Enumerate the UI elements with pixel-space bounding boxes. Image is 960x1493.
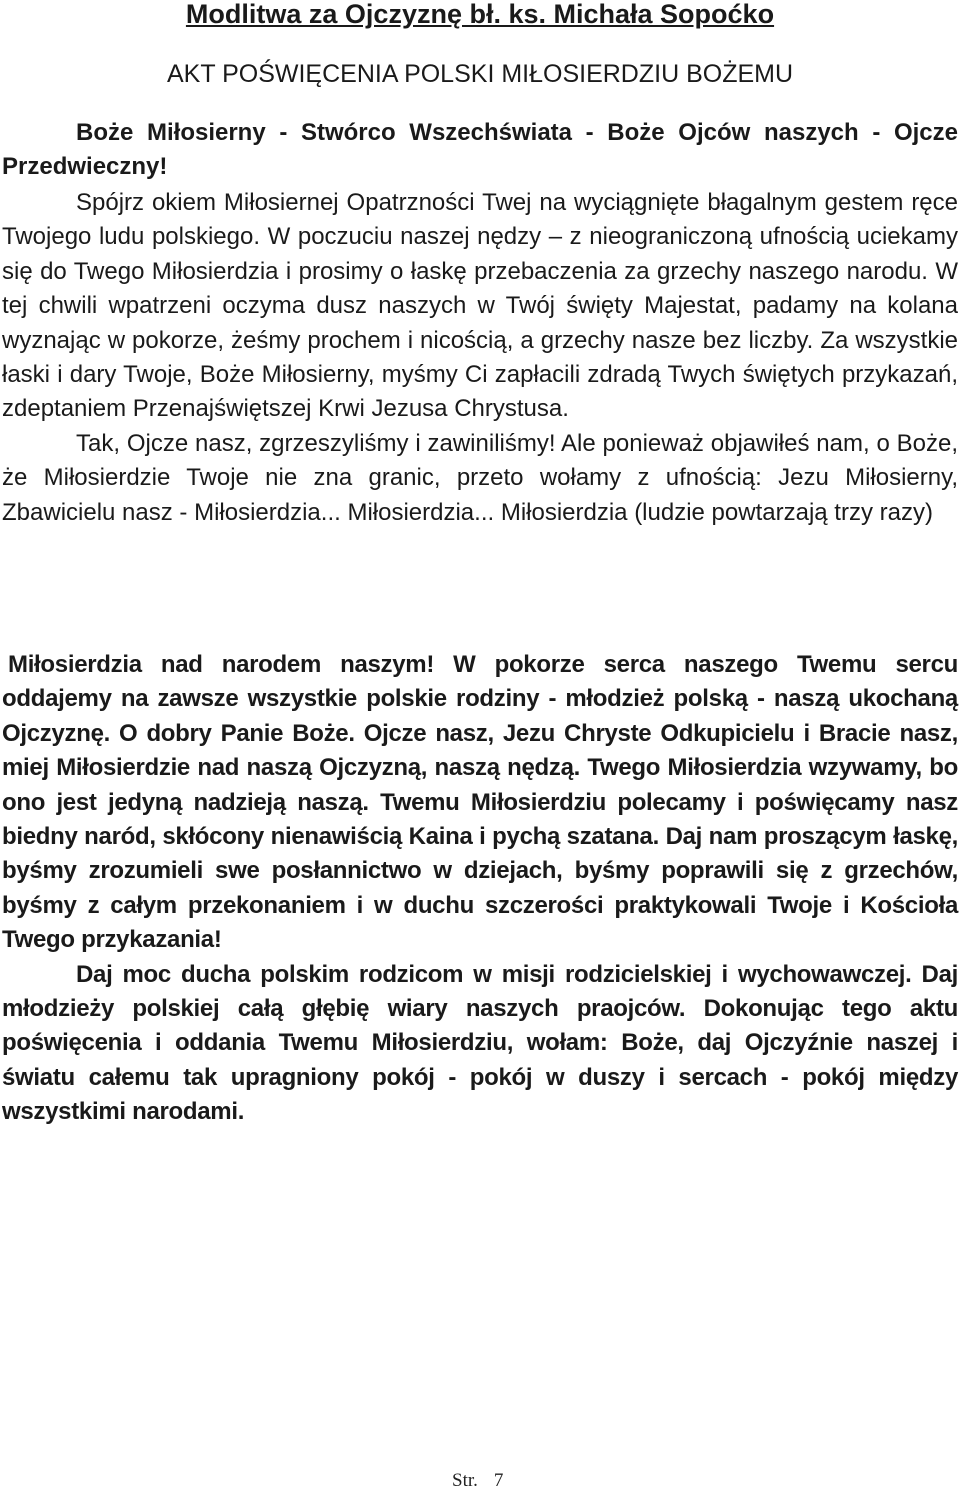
paragraph-3: Miłosierdzia nad narodem naszym! W pokorze serca naszego Twemu sercu oddajemy na zawsze wszystkie polskie rodziny - młodzież polską - naszą ukochaną Ojczyznę. O dobry Panie Boże. Ojcze nasz, Jezu Chryste Odkupicielu i Bracie nasz, miej Miłosierdzie nad naszą Ojczyzną, naszą nędzą. Twego Miłosierdzia wzywamy, bo ono jest jedyną nadzieją naszą. Twemu Miłosierdziu polecamy i poświęcamy nasz biedny naród, skłócony nienawiścią Kaina i pychą szatana. Daj nam proszącym łaskę, byśmy zrozumieli swe posłannictwo w dziejach, byśmy poprawili się z grzechów, byśmy z całym przekonaniem i w duchu szczerości praktykowali Twoje i Kościoła Twego przykazania! [2,651,958,954]
prayer-body-regular [2,186,958,530]
invocation-text: Boże Miłosierny - Stwórco Wszechświata - Boże Ojców naszych - Ojcze Przedwieczny! [2,119,958,181]
paragraph-1: Spójrz okiem Miłosiernej Opatrzności Twej na wyciągnięte błagalnym gestem ręce Twojego ludu polskiego. W poczuciu naszej nędzy – z nieograniczoną ufnością uciekamy się do Twego Miłosierdzia i prosimy o łaskę przebaczenia za grzechy naszego narodu. W tej chwili wpatrzeni oczyma dusz naszych w Twój święty Majestat, padamy na kolana wyznając w pokorze, żeśmy prochem i nicością, a grzechy nasze bez liczby. Za wszystkie łaski i dary Twoje, Boże Miłosierny, myśmy Ci zapłacili zdradą Twych świętych przykazań, zdeptaniem Przenajświętszej Krwi Jezusa Chrystusa. [2,189,958,423]
page-label: Str. [452,1470,478,1491]
document-title: Modlitwa za Ojczyznę bł. ks. Michała Sopoćko [185,0,775,29]
invocation-paragraph [2,116,958,185]
page-number [452,1470,503,1492]
page-number-value: 7 [493,1470,504,1491]
prayer-body-bold [2,648,958,1130]
paragraph-4: Daj moc ducha polskim rodzicom w misji rodzicielskiej i wychowawczej. Daj młodzieży polskiej całą głębię wiary naszych praojców. Dokonując tego aktu poświęcenia i oddania Twemu Miłosierdziu, wołam: Boże, daj Ojczyźnie naszej i światu całemu tak upragniony pokój - pokój w duszy i sercach - pokój między wszystkimi narodami. [2,960,958,1126]
paragraph-2: Tak, Ojcze nasz, zgrzeszyliśmy i zawiniliśmy! Ale ponieważ objawiłeś nam, o Boże, że Miłosierdzie Twoje nie zna granic, przeto wołamy z ufnością: Jezu Miłosierny, Zbawicielu nasz - Miłosierdzia... Miłosierdzia... Miłosierdzia (ludzie powtarzają trzy razy) [2,429,958,526]
document-subtitle: AKT POŚWIĘCENIA POLSKI MIŁOSIERDZIU BOŻEMU [166,60,794,88]
